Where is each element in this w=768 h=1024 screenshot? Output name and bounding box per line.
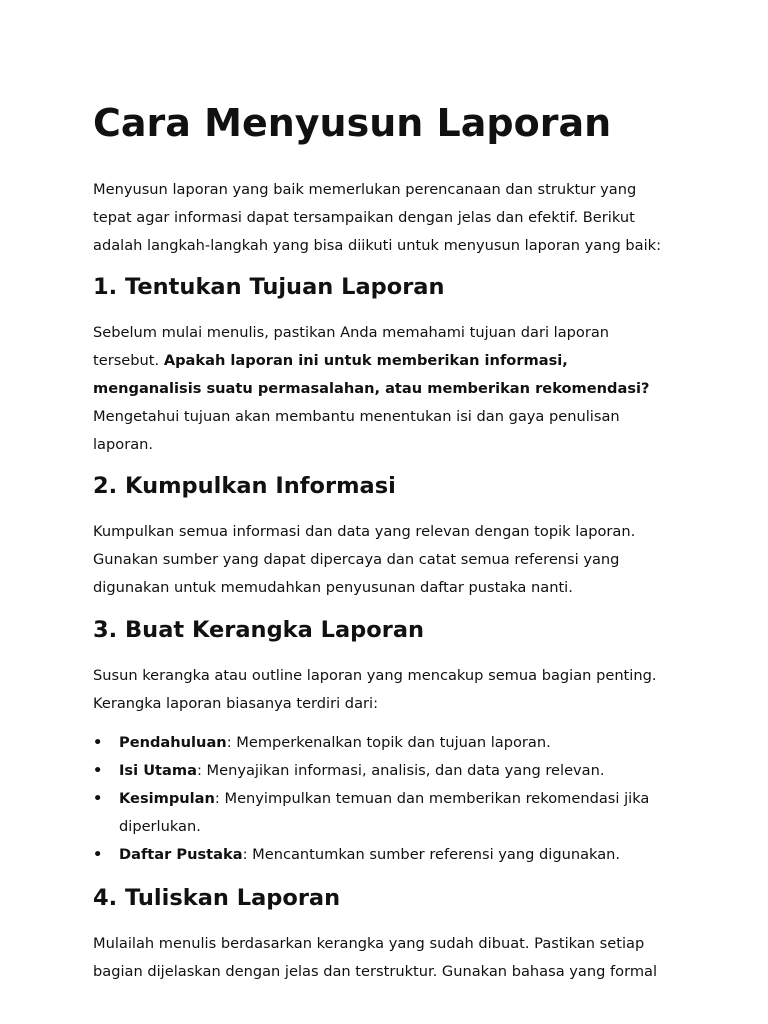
section-paragraph: Susun kerangka atau outline laporan yang mencakup semua bagian penting. Kerangka laporan biasanya terdiri dari: xyxy=(93,666,657,712)
section-paragraph: Mulailah menulis berdasarkan kerangka yang sudah dibuat. Pastikan setiap bagian dijelaskan dengan jelas dan terstruktur. Gunakan bahasa yang formal xyxy=(93,935,658,981)
list-item-desc: : Mencantumkan sumber referensi yang digunakan. xyxy=(242,845,621,863)
page-title: Cara Menyusun Laporan xyxy=(93,101,612,145)
paragraph-text: Sebelum mulai menulis, pastikan Anda memahami tujuan dari laporan tersebut. xyxy=(93,324,610,370)
section-tuliskan xyxy=(93,882,675,986)
list-item-term: Isi Utama xyxy=(119,762,197,780)
bold-question: Apakah laporan ini untuk memberikan informasi, menganalisis suatu permasalahan, atau memberikan rekomendasi? xyxy=(93,352,650,397)
list-item-term: Kesimpulan xyxy=(119,789,215,807)
list-item xyxy=(93,841,675,869)
list-item-term: Pendahuluan xyxy=(119,734,227,752)
intro-paragraph: Menyusun laporan yang baik memerlukan perencanaan dan struktur yang tepat agar informasi dapat tersampaikan dengan jelas dan efektif. Berikut adalah langkah-langkah yang bisa diikuti untuk menyusun laporan yang baik: xyxy=(93,181,662,254)
paragraph-text: Mengetahui tujuan akan membantu menentukan isi dan gaya penulisan laporan. xyxy=(93,407,620,453)
list-item xyxy=(93,729,675,757)
section-tujuan xyxy=(93,271,675,458)
section-heading: 3. Buat Kerangka Laporan xyxy=(93,616,425,643)
outline-list xyxy=(93,729,675,868)
list-item-desc: : Menyajikan informasi, analisis, dan data yang relevan. xyxy=(196,762,605,780)
section-kerangka xyxy=(93,614,675,869)
section-informasi xyxy=(93,470,675,601)
list-item xyxy=(93,785,675,841)
list-item-desc: : Menyimpulkan temuan dan memberikan rekomendasi jika diperlukan. xyxy=(119,789,650,835)
section-heading: 4. Tuliskan Laporan xyxy=(93,885,341,912)
list-item-term: Daftar Pustaka xyxy=(119,845,243,863)
section-heading: 1. Tentukan Tujuan Laporan xyxy=(93,274,445,301)
section-paragraph: Kumpulkan semua informasi dan data yang relevan dengan topik laporan. Gunakan sumber yang dapat dipercaya dan catat semua referensi yang digunakan untuk memudahkan penyusunan daftar pustaka nanti. xyxy=(93,523,636,596)
section-heading: 2. Kumpulkan Informasi xyxy=(93,473,396,500)
section-paragraph xyxy=(93,319,675,458)
list-item-desc: : Memperkenalkan topik dan tujuan laporan. xyxy=(226,734,551,752)
list-item xyxy=(93,757,675,785)
